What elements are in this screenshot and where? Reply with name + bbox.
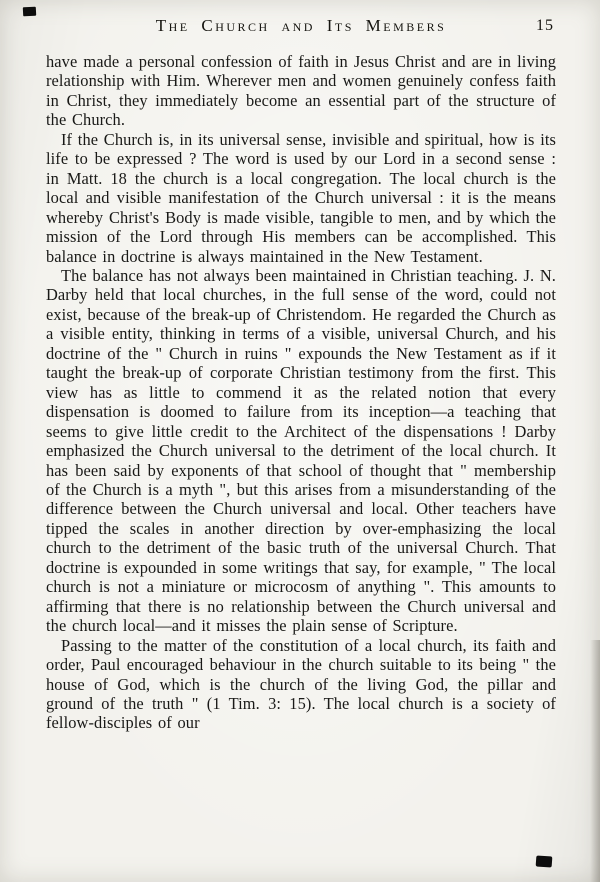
page-number: 15 bbox=[536, 17, 554, 34]
scan-edge-shadow bbox=[590, 640, 600, 882]
page-header bbox=[46, 16, 556, 42]
paragraph-continuation: have made a personal confession of faith in Jesus Christ and are in living relationship with Him. Wherever men and women genuinely confess faith in Christ, they immediately become an essential part of the structure of the Church. bbox=[46, 52, 556, 130]
scan-artifact-top-left bbox=[23, 7, 36, 17]
page-body bbox=[46, 52, 556, 733]
scan-artifact-bottom-right bbox=[536, 855, 553, 867]
paragraph-constitution-local-church: Passing to the matter of the constitution of a local church, its faith and order, Paul encouraged behaviour in the church suitable to its being " the house of God, which is the church of the living God, the pillar and ground of the truth " (1 Tim. 3: 15). The local church is a society of fellow-disciples of our bbox=[46, 635, 556, 733]
paragraph-balance-darby: The balance has not always been maintained in Christian teaching. J. N. Darby held that local churches, in the full sense of the word, could not exist, because of the break-up of Christendom. He regarded the Church as a visible entity, thinking in terms of a visible, universal Church, and his doctrine of the " Church in ruins " expounds the New Testament as if it taught the break-up of corporate Christian testimony from the first. This view has as little to commend it as the related notion that every dispensation is doomed to failure from its inception—a teaching that seems to give little credit to the Architect of the dispensations ! Darby emphasized the Church universal to the detriment of the local church. It has been said by exponents of that school of thought that " membership of the Church is a myth ", but this arises from a misunderstanding of the difference between the Church universal and local. Other teachers have tipped the scales in another direction by over-emphasizing the local church to the detriment of the basic truth of the universal Church. That doctrine is expounded in some writings that say, for example, " The local church is not a miniature or microcosm of anything ". This amounts to affirming that there is no relationship between the Church universal and the church local—and it misses the plain sense of Scripture. bbox=[46, 265, 556, 636]
running-title: The Church and Its Members bbox=[155, 16, 447, 35]
paragraph-church-universal-local: If the Church is, in its universal sense, invisible and spiritual, how is its life to be expressed ? The word is used by our Lord in a second sense : in Matt. 18 the church is a local congregation. The local church is the local and visible manifestation of the Church universal : it is the means whereby Christ's Body is made visible, tangible to men, and by which the mission of the Lord through His members can be accomplished. This balance in doctrine is always maintained in the New Testament. bbox=[46, 129, 556, 266]
